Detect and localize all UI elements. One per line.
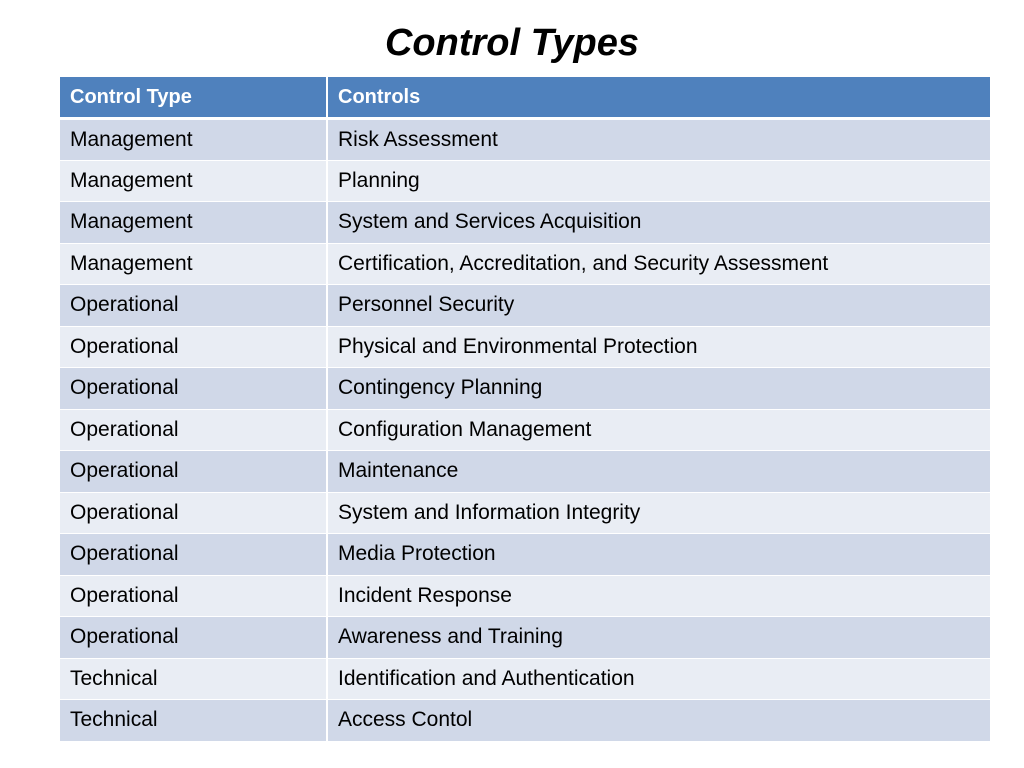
control-cell: Incident Response: [327, 575, 990, 617]
control-type-cell: Operational: [60, 575, 327, 617]
table-row: [60, 160, 990, 202]
slide-title: Control Types: [384, 22, 640, 64]
control-cell: Configuration Management: [327, 409, 990, 451]
table-row: [60, 326, 990, 368]
table-header: [60, 77, 990, 119]
control-type-cell: Technical: [60, 700, 327, 742]
column-header-control-type: Control Type: [60, 77, 327, 119]
table-header-row: [60, 77, 990, 119]
controls-table-container: [60, 77, 990, 742]
control-type-cell: Management: [60, 202, 327, 244]
control-type-cell: Technical: [60, 658, 327, 700]
control-cell: System and Services Acquisition: [327, 202, 990, 244]
control-cell: Physical and Environmental Protection: [327, 326, 990, 368]
table-row: [60, 700, 990, 742]
table-row: [60, 409, 990, 451]
control-cell: Risk Assessment: [327, 119, 990, 161]
control-cell: Awareness and Training: [327, 617, 990, 659]
table-row: [60, 202, 990, 244]
control-cell: Personnel Security: [327, 285, 990, 327]
table-row: [60, 575, 990, 617]
table-row: [60, 243, 990, 285]
table-row: [60, 534, 990, 576]
table-row: [60, 285, 990, 327]
table-row: [60, 617, 990, 659]
control-type-cell: Management: [60, 119, 327, 161]
control-cell: Contingency Planning: [327, 368, 990, 410]
table-body: [60, 119, 990, 742]
control-type-cell: Operational: [60, 326, 327, 368]
column-header-controls: Controls: [327, 77, 990, 119]
control-type-cell: Operational: [60, 451, 327, 493]
control-type-cell: Management: [60, 243, 327, 285]
table-row: [60, 368, 990, 410]
control-cell: Maintenance: [327, 451, 990, 493]
control-type-cell: Operational: [60, 285, 327, 327]
control-type-cell: Operational: [60, 409, 327, 451]
table-row: [60, 492, 990, 534]
control-type-cell: Operational: [60, 534, 327, 576]
control-cell: Access Contol: [327, 700, 990, 742]
control-cell: System and Information Integrity: [327, 492, 990, 534]
table-row: [60, 119, 990, 161]
control-cell: Identification and Authentication: [327, 658, 990, 700]
controls-table: [60, 77, 990, 742]
control-cell: Planning: [327, 160, 990, 202]
control-type-cell: Management: [60, 160, 327, 202]
control-type-cell: Operational: [60, 368, 327, 410]
control-cell: Media Protection: [327, 534, 990, 576]
control-cell: Certification, Accreditation, and Security Assessment: [327, 243, 990, 285]
table-row: [60, 658, 990, 700]
table-row: [60, 451, 990, 493]
control-type-cell: Operational: [60, 617, 327, 659]
control-type-cell: Operational: [60, 492, 327, 534]
